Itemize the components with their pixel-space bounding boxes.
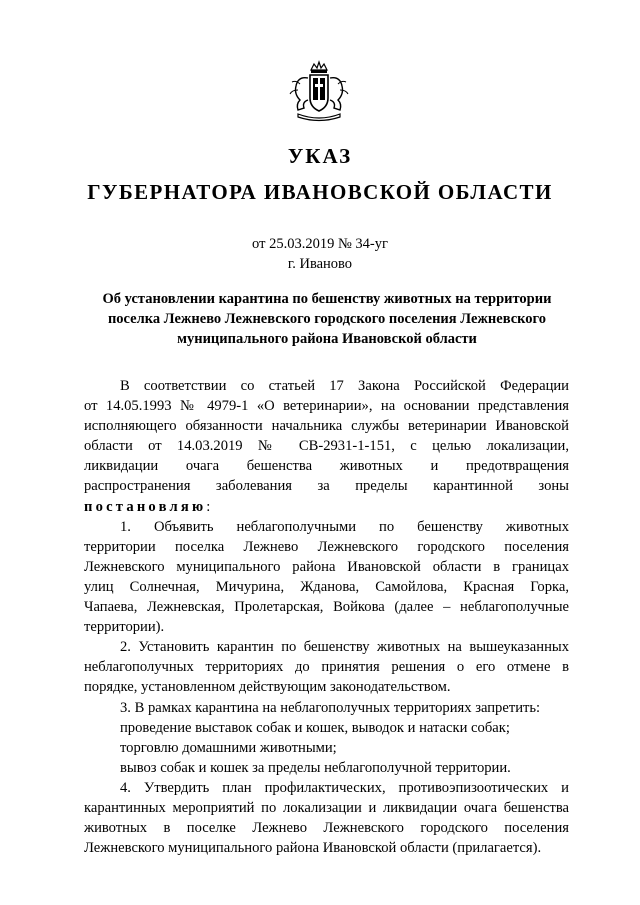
paragraph-line: ликвидации очага бешенства животных и предотвращения <box>84 458 569 475</box>
paragraph-line: вывоз собак и кошек за пределы неблагополучной территории. <box>120 759 511 776</box>
paragraph-line: порядке, установленном действующим законодательством. <box>84 679 451 696</box>
document-title-line: муниципального района Ивановской области <box>177 331 477 347</box>
paragraph-line: неблагополучных территориях до принятия решения о его отмене в <box>84 659 569 676</box>
decree-word-line <box>84 497 569 517</box>
paragraph-line: Лежневского муниципального района Ивановской области (прилагается). <box>84 840 542 857</box>
governor-heading: ГУБЕРНАТОРА ИВАНОВСКОЙ ОБЛАСТИ <box>87 180 553 204</box>
paragraph-line: распространения заболевания за пределы карантинной зоны <box>84 478 569 495</box>
paragraph-line: улиц Солнечная, Мичурина, Жданова, Самойлова, Красная Горка, <box>84 578 569 595</box>
document-title-line: Об установлении карантина по бешенству животных на территории <box>102 291 552 307</box>
paragraph-line: В соответствии со статьей 17 Закона Российской Федерации <box>120 378 569 394</box>
decree-date-number: от 25.03.2019 № 34-уг <box>252 236 388 252</box>
paragraph-line: проведение выставок собак и кошек, выводок и натаски собак; <box>120 719 510 736</box>
paragraph-line: торговлю домашними животными; <box>120 739 337 756</box>
document-title-line: поселка Лежнево Лежневского городского поселения Лежневского <box>107 311 547 327</box>
paragraph-line: 3. В рамках карантина на неблагополучных территориях запретить: <box>120 699 541 716</box>
coat-of-arms-emblem <box>286 60 352 124</box>
paragraph-line: животных в поселке Лежнево Лежневского городского поселения <box>84 820 569 837</box>
paragraph-line: карантинных мероприятий по локализации и ликвидации очага бешенства <box>84 799 569 816</box>
decree-place: г. Иваново <box>287 256 353 272</box>
decree-word: постановляю <box>84 498 207 515</box>
paragraph-line: 2. Установить карантин по бешенству животных на вышеуказанных <box>120 639 569 656</box>
paragraph-line: от 14.05.1993 № 4979-1 «О ветеринарии», на основании представления <box>84 398 569 415</box>
paragraph-line: области от 14.03.2019 № СВ-2931-1-151, с целью локализации, <box>84 438 569 455</box>
paragraph-line: 4. Утвердить план профилактических, противоэпизоотических и <box>120 779 569 796</box>
paragraph-line: Лежневского муниципального района Ивановской области в границах <box>84 558 569 575</box>
decree-colon: : <box>206 498 211 515</box>
paragraph-line: территории поселка Лежнево Лежневского городского поселения <box>84 538 569 555</box>
decree-heading: УКАЗ <box>287 144 353 168</box>
paragraph-line: исполняющего обязанности начальника службы ветеринарии Ивановской <box>84 418 569 435</box>
paragraph-line: 1. Объявить неблагополучными по бешенству животных <box>120 518 569 535</box>
document-title <box>88 289 566 349</box>
paragraph-line: Чапаева, Лежневская, Пролетарская, Войкова (далее – неблагополучные <box>84 599 569 616</box>
paragraph-line: территории). <box>84 619 165 636</box>
document-body <box>84 376 569 858</box>
